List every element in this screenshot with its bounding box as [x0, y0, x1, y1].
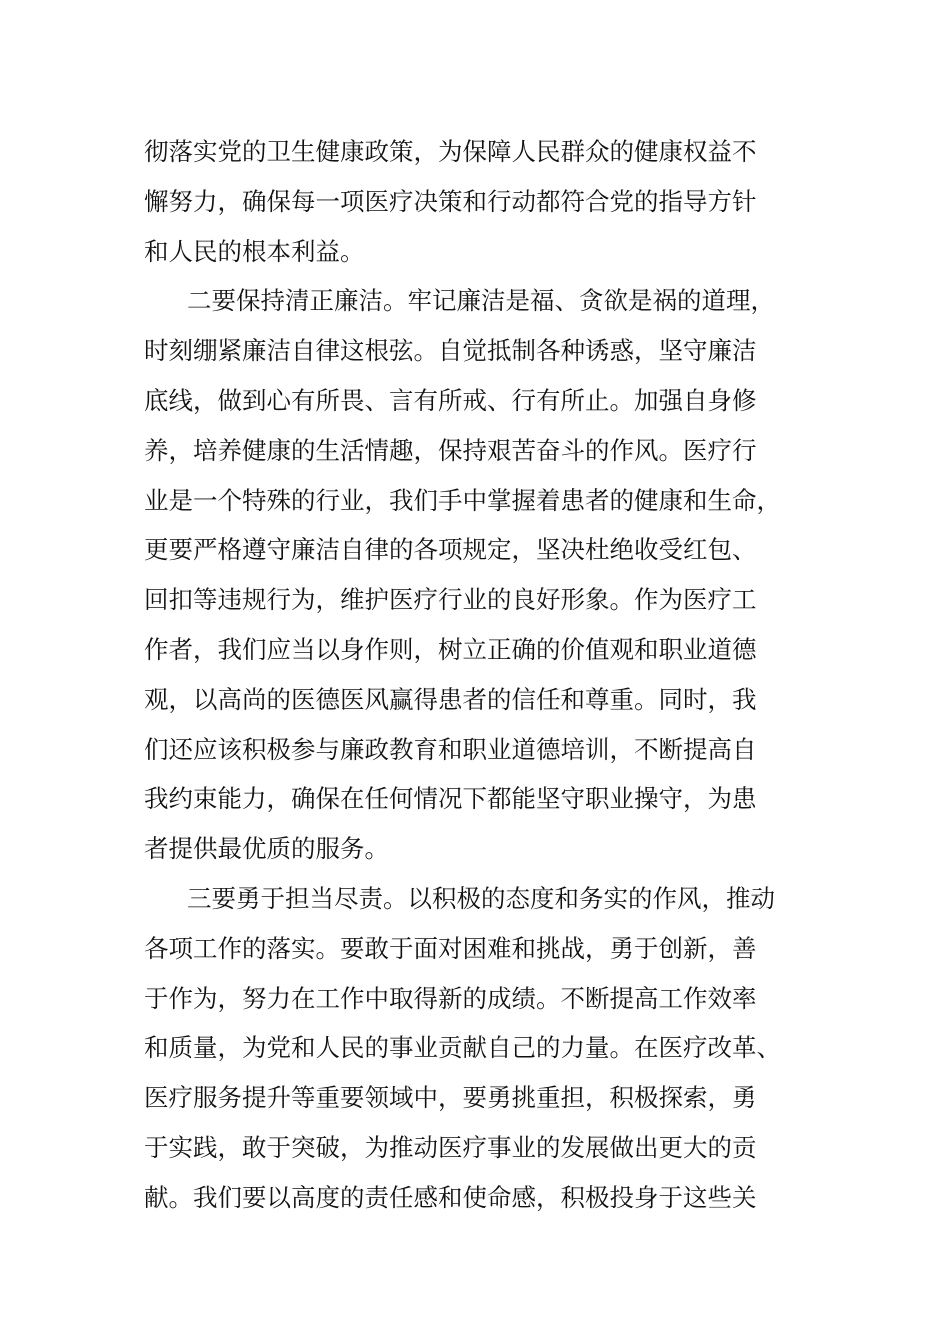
text-line: 底线，做到心有所畏、言有所戒、行有所止。加强自身修 [144, 385, 757, 415]
text-line: 养，培养健康的生活情趣，保持艰苦奋斗的作风。医疗行 [144, 435, 757, 465]
text-line: 者提供最优质的服务。 [144, 834, 389, 864]
body-text [144, 127, 824, 1223]
text-line: 我约束能力，确保在任何情况下都能坚守职业操守，为患 [144, 784, 757, 814]
text-line: 观，以高尚的医德医风赢得患者的信任和尊重。同时，我 [144, 684, 757, 714]
text-line: 于实践，敢于突破，为推动医疗事业的发展做出更大的贡 [144, 1132, 757, 1162]
text-line: 彻落实党的卫生健康政策，为保障人民群众的健康权益不 [144, 137, 757, 166]
text-line: 三要勇于担当尽责。以积极的态度和务实的作风，推动 [187, 883, 775, 913]
text-line: 更要严格遵守廉洁自律的各项规定，坚决杜绝收受红包、 [144, 535, 757, 565]
text-line: 二要保持清正廉洁。牢记廉洁是福、贪欲是祸的道理， [187, 286, 775, 316]
text-line: 献。我们要以高度的责任感和使命感，积极投身于这些关 [144, 1182, 757, 1212]
text-line: 和质量，为党和人民的事业贡献自己的力量。在医疗改革、 [144, 1033, 781, 1063]
text-line: 们还应该积极参与廉政教育和职业道德培训，不断提高自 [144, 734, 757, 764]
paragraph-integrity [144, 276, 824, 874]
text-line: 于作为，努力在工作中取得新的成绩。不断提高工作效率 [144, 983, 757, 1013]
text-line: 懈努力，确保每一项医疗决策和行动都符合党的指导方针 [144, 186, 757, 216]
text-line: 业是一个特殊的行业，我们手中掌握着患者的健康和生命， [144, 485, 781, 515]
text-line: 作者，我们应当以身作则，树立正确的价值观和职业道德 [144, 634, 757, 664]
text-line: 时刻绷紧廉洁自律这根弦。自觉抵制各种诱惑，坚守廉洁 [144, 336, 757, 366]
paragraph-responsibility [144, 874, 824, 1223]
text-line: 医疗服务提升等重要领域中，要勇挑重担，积极探索，勇 [144, 1083, 757, 1113]
text-line: 和人民的根本利益。 [144, 236, 365, 266]
text-line: 回扣等违规行为，维护医疗行业的良好形象。作为医疗工 [144, 585, 757, 615]
text-line: 各项工作的落实。要敢于面对困难和挑战，勇于创新，善 [144, 933, 757, 963]
paragraph-continued [144, 127, 824, 276]
